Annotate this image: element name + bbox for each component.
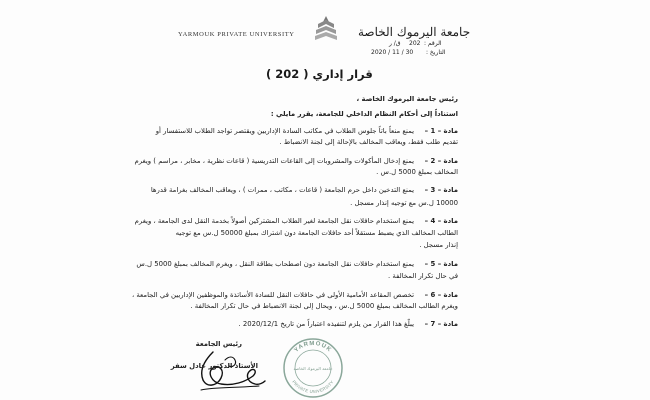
article-6-line-1: تخصص المقاعد الأمامية الأولى في حافلات النقل للسادة الأساتذة والموظفين الإداريين في الجامعة ، xyxy=(131,291,414,299)
stamp-text-ar: جامعة اليرموك الخاصة xyxy=(293,366,333,371)
stamp-text-bottom: PRIVATE UNIVERSITY xyxy=(291,379,335,395)
date-value: 2020 / 11 / 30 xyxy=(371,49,414,56)
ref-number: 202 xyxy=(409,40,421,47)
university-stamp xyxy=(282,337,344,399)
university-name-en: YARMOUK PRIVATE UNIVERSITY xyxy=(178,31,295,38)
article-1-line-2: تقديم طلب فقط، ويعاقب المخالف بالإحالة إلى لجنة الانضباط . xyxy=(279,138,458,146)
ref-label: الرقم : xyxy=(424,40,442,47)
article-5-line-2: في حال تكرار المخالفة . xyxy=(388,272,458,280)
article-2-number: مادة – 2 – xyxy=(424,157,458,165)
article-3-line-2: 10000 ل.س مع توجيه إنذار مسجل . xyxy=(350,199,458,207)
article-6-line-2: ويغرم الطالب المخالف بمبلغ 5000 ل.س ، ويحال إلى لجنة الانضباط في حال تكرار المخالفة . xyxy=(190,302,458,310)
article-6-number: مادة – 6 – xyxy=(424,291,458,299)
article-3-line-1: يمنع التدخين داخل حرم الجامعة ( قاعات ، مكاتب ، ممرات ) ، ويعاقب المخالف بغرامة قدرها xyxy=(150,186,414,194)
article-3-number: مادة – 3 – xyxy=(424,186,458,194)
article-4-line-3: إنذار مسجل . xyxy=(419,241,458,249)
article-4-line-2: الطالب المخالف الذي يضبط مستقلاً أحد حافلات الجامعة دون اشتراك بمبلغ 50000 ل.س مع توجيه xyxy=(175,229,458,237)
article-1-line-1: يمنع منعاً باتاً جلوس الطلاب في مكاتب السادة الإداريين ويقتصر تواجد الطلاب للاستفسار أو xyxy=(155,127,414,135)
article-1-number: مادة – 1 – xyxy=(424,127,458,135)
issuer-line: رئيس جامعة اليرموك الخاصة ، xyxy=(356,95,458,103)
article-4-number: مادة – 4 – xyxy=(424,217,458,225)
stamp-text-top: YARMOUK xyxy=(293,340,333,354)
university-name-ar: جامعة اليرموك الخاصة xyxy=(358,25,471,39)
page-title: قرار إداري ( 202 ) xyxy=(266,67,373,81)
article-2-line-1: يمنع إدخال المأكولات والمشروبات إلى القاعات التدريسية ( قاعات نظرية ، مخابر ، مراسم ) ويغرم xyxy=(134,157,414,165)
article-5-number: مادة – 5 – xyxy=(424,260,458,268)
signature-title: رئيس الجامعة xyxy=(195,340,242,348)
article-7-number: مادة – 7 – xyxy=(424,320,458,328)
article-4-line-1: يمنع استخدام حافلات نقل الجامعة لغير الطلاب المشتركين أصولاً بخدمة النقل لدى الجامعة ، ويغرم xyxy=(134,217,414,225)
article-5-line-1: يمنع استخدام حافلات نقل الجامعة دون اصطحاب بطاقة النقل ، ويغرم المخالف بمبلغ 5000 ل.س xyxy=(136,260,414,268)
date-label: التاريخ : xyxy=(426,49,446,56)
ref-code: ق/ ر xyxy=(389,40,401,47)
article-2-line-2: المخالف بمبلغ 5000 ل.س . xyxy=(376,168,458,176)
signature-name: الأستاذ الدكتور عادل سفر xyxy=(170,362,258,370)
preamble: استناداً إلى أحكام النظام الداخلي للجامعة، يقرر مايلي : xyxy=(270,110,458,118)
university-logo-icon xyxy=(312,14,340,44)
article-7-line-1: يبلّغ هذا القرار من يلزم لتنفيذه اعتباراً من تاريخ 2020/12/1 . xyxy=(238,320,414,328)
